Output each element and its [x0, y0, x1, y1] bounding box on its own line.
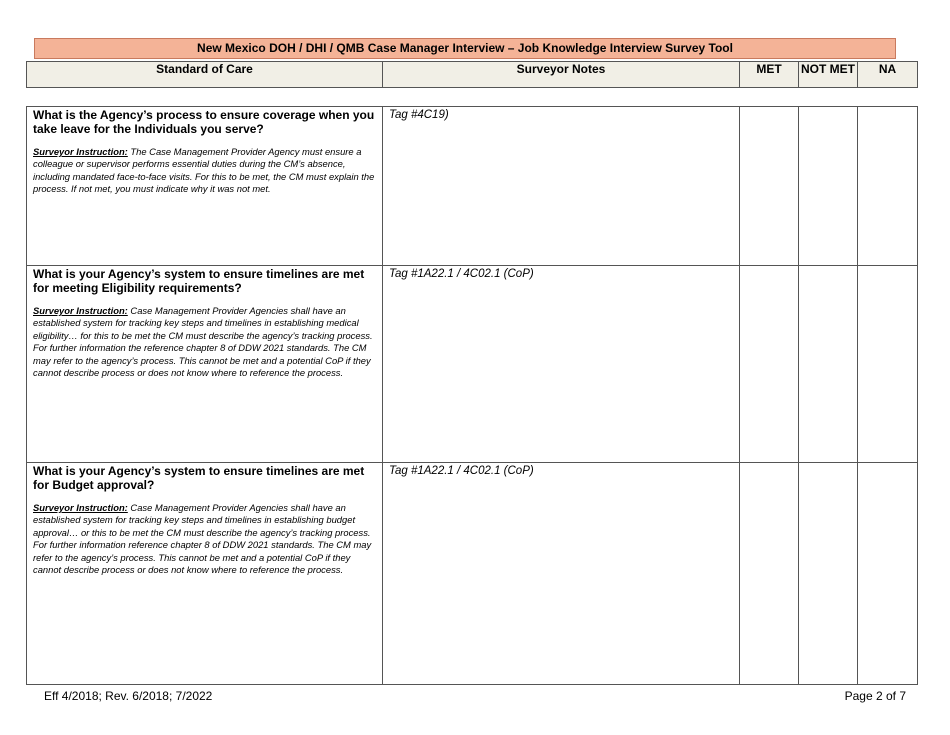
instruction — [27, 136, 382, 196]
header-not-met: NOT MET — [799, 62, 858, 88]
not-met-cell[interactable] — [799, 107, 858, 266]
footer-revision: Eff 4/2018; Rev. 6/2018; 7/2022 — [44, 689, 213, 703]
table-row — [27, 107, 918, 266]
instruction-label: Surveyor Instruction: — [33, 502, 128, 513]
standard-cell — [27, 107, 383, 266]
footer-page-number: Page 2 of 7 — [844, 689, 906, 703]
not-met-cell[interactable] — [799, 266, 858, 463]
instruction-text: Case Management Provider Agencies shall have an established system for tracking key steps and timelines in establishing budget approval… or this to be met the CM must describe the agency’s tracking process. For further information reference chapter 8 of DDW 2021 standards. The CM may refer to the agency’s process. This cannot be met and a potential CoP if they cannot describe process or does not know where to reference the process. — [33, 502, 372, 576]
met-cell[interactable] — [740, 266, 799, 463]
met-cell[interactable] — [740, 107, 799, 266]
survey-table — [26, 106, 918, 685]
na-cell[interactable] — [858, 463, 918, 685]
question-text: What is your Agency’s system to ensure timelines are met for meeting Eligibility requirements? — [33, 267, 365, 295]
table-row — [27, 463, 918, 685]
tag-text: Tag #1A22.1 / 4C02.1 (CoP) — [389, 465, 534, 477]
header-table — [26, 61, 918, 88]
notes-cell[interactable] — [383, 266, 740, 463]
instruction-text: Case Management Provider Agencies shall have an established system for tracking key steps and timelines in establishing medical eligibility… for this to be met the CM must describe the agency’s tracking process. For further information the reference chapter 8 of DDW 2021 standards. The CM may refer to the agency’s process. This cannot be met and a potential CoP if they cannot describe process or does not know where to reference the process. — [33, 305, 373, 379]
standard-cell — [27, 266, 383, 463]
instruction-label: Surveyor Instruction: — [33, 305, 128, 316]
instruction — [27, 295, 382, 379]
not-met-cell[interactable] — [799, 463, 858, 685]
question-text: What is your Agency’s system to ensure timelines are met for Budget approval? — [33, 464, 365, 492]
tag-text: Tag #1A22.1 / 4C02.1 (CoP) — [389, 268, 534, 280]
table-row — [27, 266, 918, 463]
na-cell[interactable] — [858, 107, 918, 266]
instruction-text: The Case Management Provider Agency must ensure a colleague or supervisor performs essential duties during the CM’s absence, including mandated face-to-face visits. For this to be met, the CM must explain the process. If not met, you must indicate why it was not met. — [33, 146, 375, 195]
header-notes: Surveyor Notes — [383, 62, 740, 88]
document-title: New Mexico DOH / DHI / QMB Case Manager Interview – Job Knowledge Interview Survey Tool — [34, 38, 896, 59]
instruction — [27, 492, 382, 576]
na-cell[interactable] — [858, 266, 918, 463]
header-na: NA — [858, 62, 918, 88]
tag-text: Tag #4C19) — [389, 109, 449, 121]
standard-cell — [27, 463, 383, 685]
instruction-label: Surveyor Instruction: — [33, 146, 128, 157]
notes-cell[interactable] — [383, 107, 740, 266]
header-standard: Standard of Care — [27, 62, 383, 88]
header-met: MET — [740, 62, 799, 88]
notes-cell[interactable] — [383, 463, 740, 685]
question-text: What is the Agency’s process to ensure coverage when you take leave for the Individuals you serve? — [33, 108, 375, 136]
met-cell[interactable] — [740, 463, 799, 685]
